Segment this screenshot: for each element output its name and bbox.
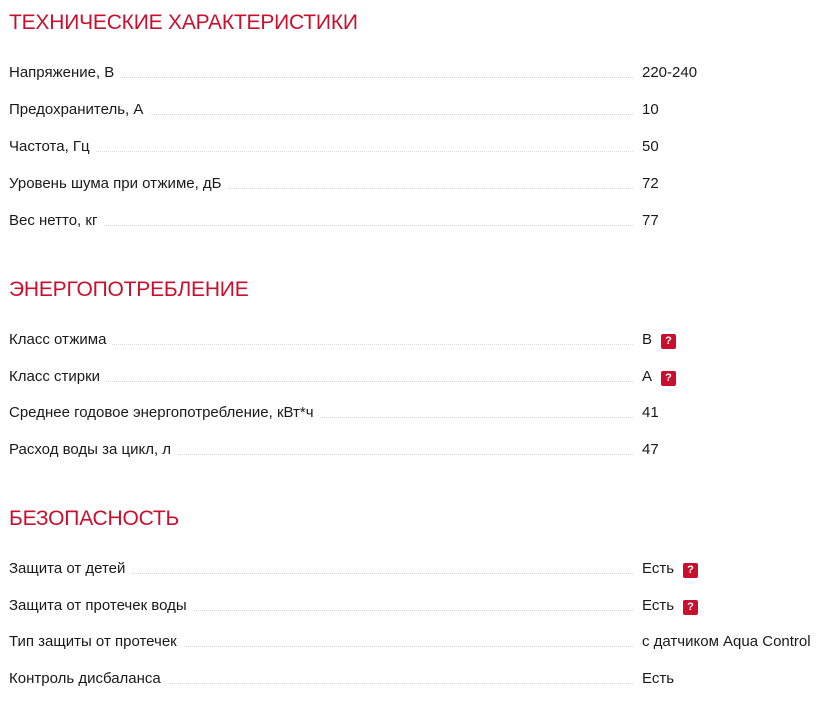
spec-label: Расход воды за цикл, л — [9, 439, 177, 461]
spec-row-voltage — [9, 62, 829, 84]
spec-label: Напряжение, В — [9, 62, 120, 84]
question-mark-icon[interactable]: ? — [683, 600, 698, 615]
spec-value: Есть — [642, 668, 674, 690]
spec-row-wash-class — [9, 366, 829, 388]
spec-value: 47 — [642, 439, 659, 461]
spec-row-frequency — [9, 136, 829, 158]
spec-value: B — [642, 331, 653, 348]
spec-value: A — [642, 368, 653, 385]
spec-value-wrap — [642, 595, 698, 617]
spec-row-noise — [9, 173, 829, 195]
spec-row-weight — [9, 210, 829, 232]
spec-label: Вес нетто, кг — [9, 210, 103, 232]
spec-label: Защита от протечек воды — [9, 595, 193, 617]
spec-label: Класс стирки — [9, 366, 106, 388]
spec-value: 10 — [642, 99, 659, 121]
spec-label: Контроль дисбаланса — [9, 668, 167, 690]
spec-label: Тип защиты от протечек — [9, 631, 183, 653]
spec-row-water-usage — [9, 439, 829, 461]
section-title-tech: ТЕХНИЧЕСКИЕ ХАРАКТЕРИСТИКИ — [9, 11, 358, 34]
spec-row-spin-class — [9, 329, 829, 351]
spec-value: 220-240 — [642, 62, 697, 84]
spec-value: 41 — [642, 402, 659, 424]
spec-label: Класс отжима — [9, 329, 112, 351]
spec-row-fuse — [9, 99, 829, 121]
spec-label: Среднее годовое энергопотребление, кВт*ч — [9, 402, 320, 424]
spec-row-leak-protection-type — [9, 631, 829, 653]
spec-row-leak-protection — [9, 595, 829, 617]
spec-value: 77 — [642, 210, 659, 232]
spec-row-annual-energy — [9, 402, 829, 424]
section-title-energy: ЭНЕРГОПОТРЕБЛЕНИЕ — [9, 278, 249, 301]
spec-value-wrap — [642, 329, 676, 351]
spec-value: Есть — [642, 597, 675, 614]
spec-value: 50 — [642, 136, 659, 158]
spec-label: Защита от детей — [9, 558, 131, 580]
spec-value-wrap — [642, 558, 698, 580]
spec-value: Есть — [642, 560, 675, 577]
spec-value-wrap — [642, 366, 676, 388]
spec-value: 72 — [642, 173, 659, 195]
leader-dots — [9, 151, 633, 152]
spec-value: с датчиком Aqua Control — [642, 631, 811, 653]
section-title-safety: БЕЗОПАСНОСТЬ — [9, 507, 180, 530]
question-mark-icon[interactable]: ? — [661, 334, 676, 349]
spec-label: Предохранитель, А — [9, 99, 149, 121]
question-mark-icon[interactable]: ? — [683, 563, 698, 578]
spec-row-imbalance-control — [9, 668, 829, 690]
spec-label: Частота, Гц — [9, 136, 96, 158]
question-mark-icon[interactable]: ? — [661, 371, 676, 386]
spec-row-child-lock — [9, 558, 829, 580]
spec-label: Уровень шума при отжиме, дБ — [9, 173, 228, 195]
